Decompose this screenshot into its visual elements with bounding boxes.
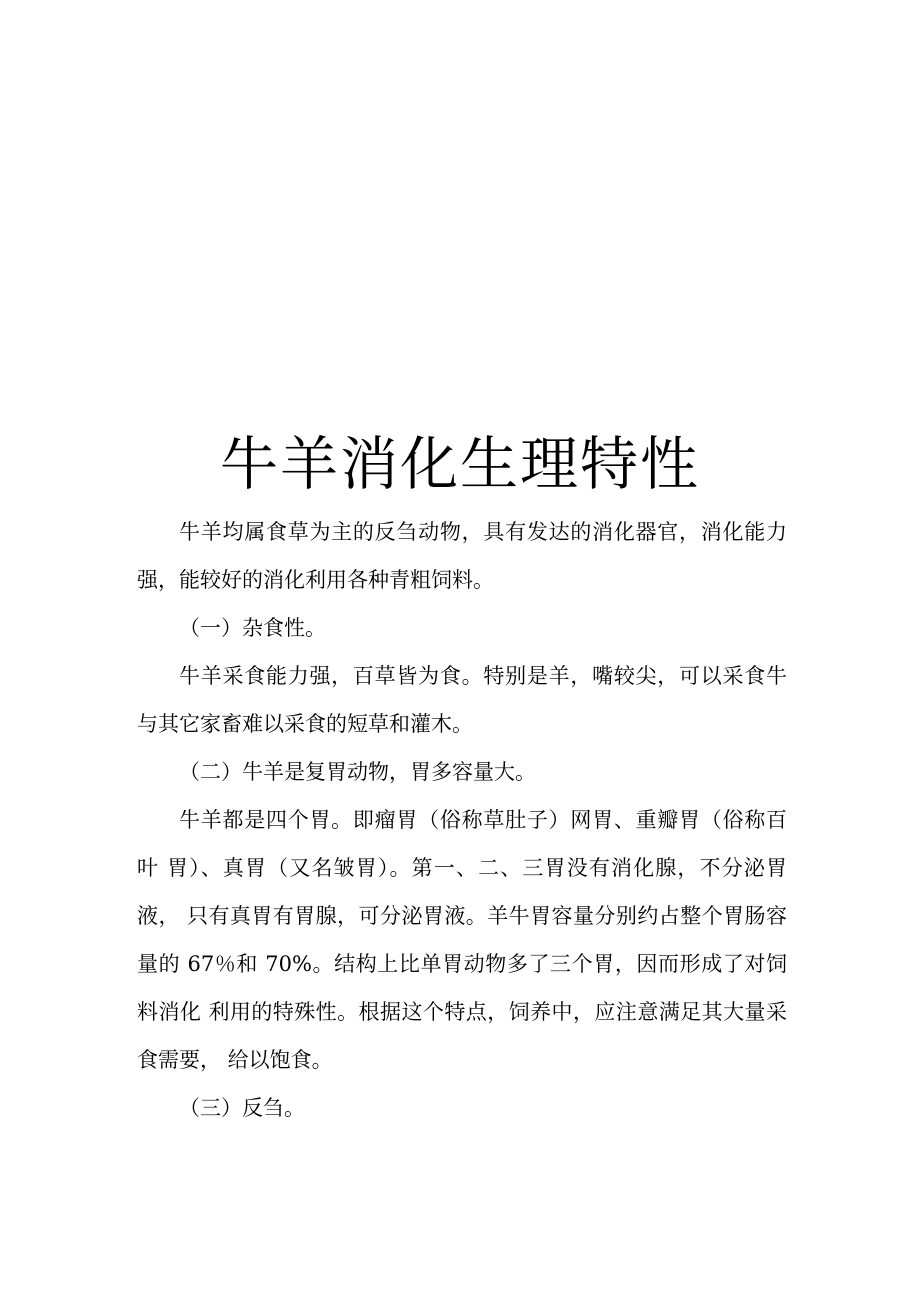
section-1-paragraph: 牛羊采食能力强，百草皆为食。特别是羊，嘴较尖，可以采食牛与其它家畜难以采食的短草和灌木。 — [137, 664, 787, 736]
section-heading-3: （三）反刍。 — [179, 1096, 305, 1120]
section-heading-1: （一）杂食性。 — [179, 616, 326, 640]
document-title: 牛羊消化生理特性 — [219, 430, 700, 498]
section-heading-2: （二）牛羊是复胃动物，胃多容量大。 — [179, 760, 536, 784]
section-2-paragraph: 牛羊都是四个胃。即瘤胃（俗称草肚子）网胃、重瓣胃（俗称百叶 胃）、真胃（又名皱胃）。第一、二、三胃没有消化腺，不分泌胃液， 只有真胃有胃腺，可分泌胃液。羊牛胃容量分别约占整个胃肠容量的 67％和 70%。结构上比单胃动物多了三个胃，因而形成了对饲料消化 利用的特殊性。根据这个特点，饲养中，应注意满足其大量采食需要， 给以饱食。 — [137, 808, 787, 1072]
document-body — [137, 508, 787, 1132]
intro-paragraph: 牛羊均属食草为主的反刍动物，具有发达的消化器官，消化能力强，能较好的消化利用各种青粗饲料。 — [137, 520, 787, 592]
